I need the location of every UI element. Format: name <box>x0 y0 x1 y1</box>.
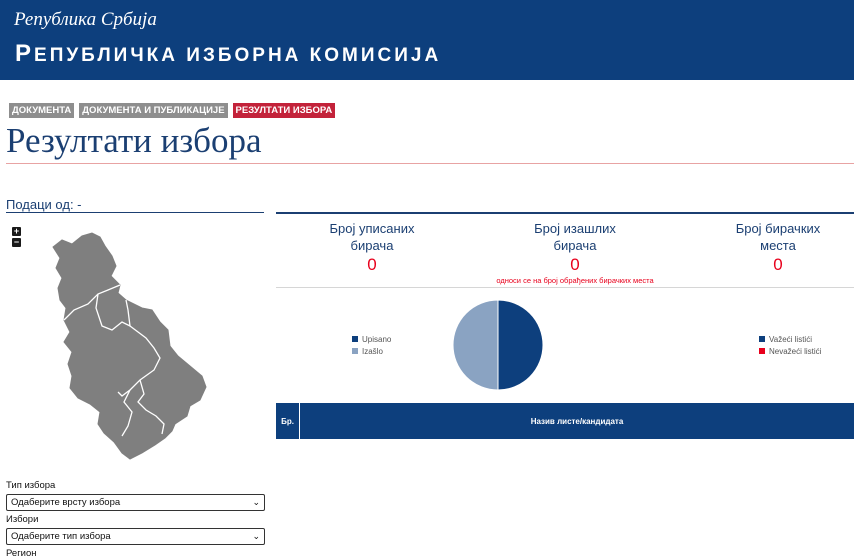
legend-swatch <box>759 336 765 342</box>
stats-top-divider <box>276 212 854 214</box>
ballots-legend <box>759 333 821 357</box>
stat-label: Број бирачких места <box>735 221 821 253</box>
elections-value: Одаберите тип избора <box>11 531 111 542</box>
chevron-down-icon: ⌄ <box>252 531 260 541</box>
legend-item-registered: Upisano <box>352 333 391 345</box>
legend-swatch <box>352 348 358 354</box>
turnout-legend <box>352 333 391 357</box>
zoom-out-button[interactable]: − <box>13 237 20 247</box>
legend-item-valid-ballots: Važeći listići <box>759 333 821 345</box>
election-type-label: Тип избора <box>6 480 56 491</box>
data-from-label: Подаци од: - <box>6 197 82 212</box>
breadcrumb <box>9 103 335 118</box>
breadcrumb-documents[interactable]: ДОКУМЕНТА <box>9 103 74 118</box>
election-type-value: Одаберите врсту избора <box>11 497 121 508</box>
zoom-in-button[interactable]: + <box>13 226 20 236</box>
stats-mid-divider <box>276 287 854 288</box>
commission-name[interactable] <box>15 40 441 68</box>
pie-slice-upisano[interactable] <box>498 300 543 390</box>
stat-registered-voters <box>297 220 447 275</box>
stats-note: односи се на број обрађених бирачких места <box>496 276 654 285</box>
stat-value: 0 <box>773 255 783 274</box>
stat-label: Број изашлих бирача <box>534 221 616 253</box>
legend-swatch <box>759 348 765 354</box>
region-label: Регион <box>6 548 37 559</box>
commission-initial: Р <box>15 40 35 67</box>
stat-value: 0 <box>570 255 580 274</box>
elections-label: Избори <box>6 514 39 525</box>
election-type-select[interactable] <box>6 494 265 511</box>
turnout-pie-chart <box>452 299 544 391</box>
page-title: Резултати избора <box>6 121 262 160</box>
stat-label: Број уписаних бирача <box>329 221 415 253</box>
legend-swatch <box>352 336 358 342</box>
legend-item-turnout: Izašlo <box>352 345 391 357</box>
left-divider <box>6 212 264 213</box>
commission-rest: ЕПУБЛИЧКА ИЗБОРНА КОМИСИЈА <box>34 45 442 66</box>
stat-turnout-voters <box>500 220 650 275</box>
legend-item-invalid-ballots: Nevažeći listići <box>759 345 821 357</box>
country-name: Република Србија <box>14 9 157 30</box>
map-territory[interactable] <box>53 233 206 459</box>
stat-polling-stations <box>703 220 853 275</box>
title-divider <box>6 163 854 164</box>
breadcrumb-election-results[interactable]: РЕЗУЛТАТИ ИЗБОРА <box>233 103 336 118</box>
stat-value: 0 <box>367 255 377 274</box>
column-header-number[interactable]: Бр. <box>276 403 300 439</box>
results-table-header <box>276 403 854 439</box>
chevron-down-icon: ⌄ <box>252 497 260 507</box>
pie-slice-izašlo[interactable] <box>453 300 498 390</box>
breadcrumb-documents-publications[interactable]: ДОКУМЕНТА И ПУБЛИКАЦИЈЕ <box>79 103 227 118</box>
serbia-map[interactable] <box>50 230 212 462</box>
elections-select[interactable] <box>6 528 265 545</box>
column-header-list-name[interactable]: Назив листе/кандидата <box>530 416 624 426</box>
site-header <box>0 0 854 80</box>
